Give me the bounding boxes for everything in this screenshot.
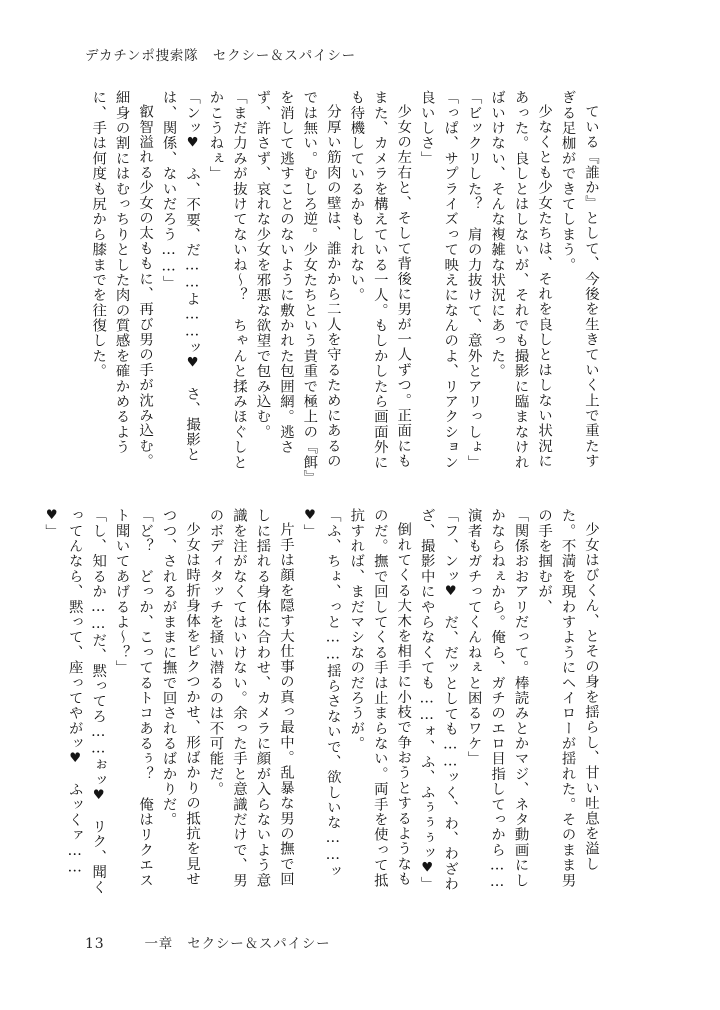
paragraph: 「フ、ンッ♥ だ、だッとしても……ッく、わ、わざわざ、撮影中にやらなくても……ォ、ふ、ふぅぅぅッ♥」 [418,508,459,892]
paragraph: 「ふ、ちょ、っと……揺らさないで、欲しいな……ッ♥」 [301,508,341,880]
paragraph: 「まだ力みが抜けてないね〜？ ちゃんと揉みほぐしとかこうねぇ」 [207,90,247,470]
body-text-block-lower [43,508,602,896]
page-footer [85,932,330,952]
heart-icon: ♥ [443,583,459,600]
heart-icon: ♥ [302,508,318,524]
footer-chapter-title: 一章 セクシー＆スパイシー [144,936,331,952]
paragraph: 倒れてくる大木を相手に小枝で争おうとするようなものだ。撫で回してくる手は止まらない。両手を使って抵抗すれば、まだマシなのだろうが。 [348,508,412,888]
paragraph: 少なくとも少女たちは、それを良しとはしない状況にあった。良しとはしないが、それでも撮影に臨まなければいけない、そんな複雑な状況にあった。 [489,90,553,470]
heart-icon: ♥ [185,355,201,372]
heart-icon: ♥ [419,860,435,877]
paragraph: 分厚い筋肉の壁は、誰かから二人を守るためにあるのでは無い。むしろ逆。少女たちという貴重で極上の『餌』を消して逃すことのないように敷かれた包囲網。逃さず、許さず、哀れな少女を邪悪な欲望で包み込む。 [254,90,341,478]
paragraph: 少女はびくん、とその身を揺らし、甘い吐息を溢した。不満を現わすようにヘイローが揺れた。そのまま男の手を掴むが、 [536,508,599,888]
heart-icon: ♥ [185,135,201,152]
paragraph: 「ビックリした？ 肩の力抜けて、意外とアリっしょ」 [465,90,482,470]
heart-icon: ♥ [44,508,60,524]
paragraph: 「ど？ どっか、こってるトコあるぅ？ 俺はリクエスト聞いてあげるよ〜？」 [113,508,154,888]
paragraph: 少女は時折身体をピクつかせ、形ばかりの抵抗を見せつつ、されるがままに撫で回されるばかりだ。 [160,508,201,887]
heart-icon: ♥ [67,751,83,767]
heart-icon: ♥ [91,787,107,804]
paragraph: ている『誰か』として、今後を生きていく上で重たすぎる足枷ができてしまう。 [559,90,599,469]
body-text-block-upper [90,90,602,478]
paragraph: 「ンッ♥ ふ、不要、だ……よ……ッ♥ さ、撮影とは、関係、ないだろう……」 [160,90,201,463]
paragraph: 少女の左右と、そして背後に男が一人ずつ。正面にもまた、カメラを構えている一人。もしかしたら画面外にも待機しているかもしれない。 [348,90,412,470]
running-header: デカチンポ捜索隊 セクシー＆スパイシー [85,48,356,64]
paragraph: 片手は顔を隠す大仕事の真っ最中。乱暴な男の撫で回しに揺れる身体に合わせ、カメラに顔が入らないよう意識を注がなくてはいけない。余った手と意識だけで、男のボディタッチを掻い潜るのは不可能だ。 [207,508,294,888]
paragraph: 「関係おおアリだって。棒読みとかマジ、ネタ動画にしかならねぇから。俺ら、ガチのエロ目指してっから……演者もガチってくんねぇと困るワケ」 [465,508,529,891]
paragraph: 「し、知るか……だ、黙ってろ……ぉッ♥ リク、聞くってんなら、黙って、座ってやがッ♥ ふッくァ……♥」 [43,508,107,895]
paragraph: 叡智溢れる少女の太ももに、再び男の手が沈み込む。細身の割にはむっちりとした肉の質感を確かめるように、手は何度も尻から膝までを往復した。 [90,90,154,469]
page-number: 13 [85,936,105,952]
paragraph: 「っぱ、サプライズって映えになんのよ、リアクション良いしさ」 [418,90,459,470]
